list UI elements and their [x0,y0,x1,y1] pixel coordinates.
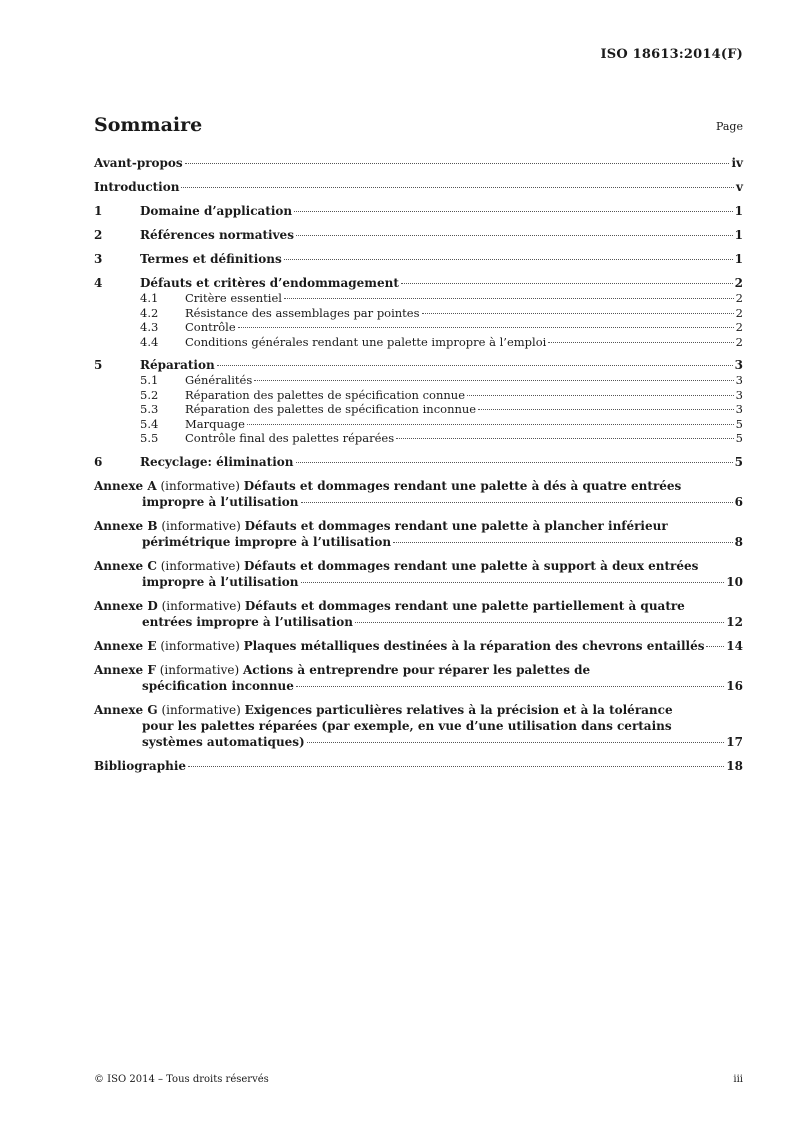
annex-title-line[interactable]: impropre à l’utilisation [142,574,299,589]
toc-row [94,155,743,171]
toc-entry-page: 16 [726,678,743,693]
toc-annex[interactable] [94,478,743,510]
annex-prefix: Annexe D [94,598,158,613]
annex-line [94,478,743,494]
section-number: 2 [94,228,103,242]
toc-entry-page: v [736,180,743,194]
annex-line [94,662,743,678]
subsection-number: 5.5 [140,431,159,445]
toc-row [94,454,743,470]
annex-title-line[interactable]: Actions à entreprendre pour réparer les palettes de [242,662,591,677]
toc-subsection[interactable] [94,402,743,417]
annex-title-line[interactable]: Défauts et dommages rendant une palette à support à deux entrées [243,558,699,573]
annex-title-line[interactable]: Défauts et dommages rendant une palette à dés à quatre entrées [243,478,682,493]
toc-entry-label[interactable]: Conditions générales rendant une palette impropre à l’emploi [185,334,547,349]
annex-prefix: Annexe C [94,558,157,573]
toc-annex[interactable] [94,598,743,630]
toc-entry-page: 2 [735,320,743,334]
annex-title-line[interactable]: impropre à l’utilisation [142,494,299,509]
annex-prefix: Annexe E [94,638,157,653]
annex-line [94,518,743,534]
toc-title: Sommaire [94,114,203,136]
annex-title-line[interactable]: pour les palettes réparées (par exemple, en vue d’une utilisation dans certains [142,718,672,733]
annex-kind: (informative) [161,702,241,717]
annex-title-line[interactable]: Exigences particulières relatives à la précision et à la tolérance [244,702,673,717]
annex-title-line[interactable]: Défauts et dommages rendant une palette partiellement à quatre [244,598,685,613]
toc-entry-page: 1 [734,204,743,218]
dot-leader [181,187,734,188]
dot-leader [185,163,730,164]
toc-entry-label[interactable]: Critère essentiel [185,291,282,305]
dot-leader [401,283,733,284]
toc-entry-label[interactable]: Réparation des palettes de spécification inconnue [185,402,477,416]
annex-prefix: Annexe B [94,518,158,533]
toc-entry-label[interactable]: Domaine d’application [140,204,293,218]
toc-entry-page: 8 [734,534,743,549]
subsection-number: 5.2 [140,387,159,402]
toc-subsection[interactable] [94,417,743,432]
toc-entry-label[interactable]: Résistance des assemblages par pointes [185,305,420,320]
annex-title-line[interactable]: périmétrique impropre à l’utilisation [142,534,392,549]
annex-line [94,702,743,718]
toc-subsection[interactable] [94,335,743,350]
toc-entry-page: 12 [726,614,743,629]
section-number: 6 [94,454,103,469]
annex-kind: (informative) [160,478,240,493]
dot-leader [301,502,733,503]
dot-leader [296,235,733,236]
toc-entry-page: 3 [734,358,743,372]
subsection-number: 5.1 [140,373,159,387]
toc-entry-label[interactable]: Marquage [185,416,245,431]
dot-leader [393,542,733,543]
dot-leader [284,298,734,299]
toc-entry-label[interactable]: Généralités [185,373,253,387]
toc-annex[interactable] [94,558,743,590]
annex-prefix: Annexe A [94,478,157,493]
annex-kind: (informative) [160,638,240,653]
annex-line [94,534,743,550]
annex-line [94,494,743,510]
toc-entry-page: 5 [735,431,743,445]
subsection-number: 5.3 [140,402,159,416]
subsection-number: 4.2 [140,305,159,320]
toc-entry-page: 10 [726,574,743,589]
dot-leader [217,365,733,366]
dot-leader [396,438,734,439]
annex-kind: (informative) [161,518,241,533]
toc-entry[interactable] [94,155,743,171]
toc-annex[interactable] [94,662,743,694]
toc-section[interactable] [94,227,743,243]
section-number: 1 [94,204,103,218]
dot-leader [706,646,724,647]
toc-entry-page: 17 [726,734,743,749]
toc-entry-label[interactable]: Bibliographie [94,758,187,773]
toc-row [94,179,743,195]
toc-entry-label[interactable]: Termes et définitions [140,252,282,266]
dot-leader [254,380,733,381]
annex-line [94,614,743,630]
dot-leader [467,395,734,396]
annex-title-line[interactable]: spécification inconnue [142,678,294,693]
dot-leader [188,766,724,767]
toc-entry-page: 5 [734,454,743,469]
toc-row [94,227,743,243]
toc-entry-page: 6 [734,494,743,509]
section-number: 4 [94,276,103,290]
dot-leader [355,622,724,623]
toc-row [94,251,743,267]
toc-subsection[interactable] [94,306,743,321]
subsection-number: 4.3 [140,320,159,334]
footer-copyright: © ISO 2014 – Tous droits réservés [94,1074,269,1085]
toc-entry-page: 1 [734,252,743,266]
dot-leader [478,409,734,410]
toc-entry-page: 14 [726,638,743,653]
dot-leader [422,313,734,314]
toc-row [94,275,743,291]
toc-entry-label[interactable]: Recyclage: élimination [140,454,294,469]
annex-kind: (informative) [159,662,240,677]
dot-leader [247,424,734,425]
annex-title-line[interactable]: Défauts et dommages rendant une palette à plancher inférieur [244,518,668,533]
annex-line [94,638,743,654]
subsection-number: 4.1 [140,291,159,305]
toc-entry-label[interactable]: Références normatives [140,228,294,242]
toc-entry-page: 2 [735,334,743,349]
dot-leader [296,462,733,463]
annex-kind: (informative) [160,558,241,573]
document-code: ISO 18613:2014(F) [600,47,743,62]
annex-title-line[interactable]: entrées impropre à l’utilisation [142,614,353,629]
dot-leader [238,327,734,328]
toc-entry-page: 3 [735,387,743,402]
page-column-label: Page [715,120,743,133]
toc-entry-label[interactable]: Réparation [140,358,215,372]
subsection-number: 4.4 [140,334,159,349]
toc-row [94,357,743,373]
toc-subsection[interactable] [94,388,743,403]
section-number: 3 [94,252,103,266]
toc-row [94,758,743,774]
table-of-contents [94,155,743,774]
dot-leader [294,211,733,212]
toc-subsection[interactable] [94,291,743,306]
toc-section[interactable] [94,203,743,219]
footer-page-number: iii [733,1074,743,1085]
toc-entry-page: 3 [735,402,743,416]
toc-entry-page: iv [731,156,743,170]
toc-entry-page: 3 [735,373,743,387]
dot-leader [307,742,725,743]
dot-leader [548,342,733,343]
toc-row [94,203,743,219]
dot-leader [301,582,725,583]
toc-annex[interactable] [94,702,743,750]
annex-line [94,718,743,734]
annex-kind: (informative) [161,598,242,613]
toc-subsection[interactable] [94,373,743,388]
toc-section[interactable] [94,251,743,267]
toc-entry-page: 5 [735,416,743,431]
toc-entry-page: 2 [734,276,743,290]
toc-entry-label[interactable]: Réparation des palettes de spécification connue [185,387,466,402]
dot-leader [296,686,724,687]
annex-line [94,558,743,574]
annex-title-line[interactable]: Plaques métalliques destinées à la réparation des chevrons entaillés [243,638,705,653]
toc-section[interactable] [94,357,743,446]
toc-subsection[interactable] [94,431,743,446]
annex-line [94,734,743,750]
section-number: 5 [94,358,103,372]
toc-entry-page: 2 [735,305,743,320]
annex-line [94,598,743,614]
dot-leader [284,259,733,260]
annex-line [94,678,743,694]
annex-prefix: Annexe F [94,662,156,677]
annex-prefix: Annexe G [94,702,158,717]
toc-annex[interactable] [94,518,743,550]
toc-section[interactable] [94,275,743,349]
toc-entry-label[interactable]: Contrôle [185,320,236,334]
subsection-number: 5.4 [140,416,159,431]
toc-entry[interactable] [94,179,743,195]
toc-entry-label[interactable]: Contrôle final des palettes réparées [185,431,395,445]
toc-annex[interactable] [94,638,743,654]
annex-line [94,574,743,590]
toc-entry-page: 1 [734,228,743,242]
toc-entry[interactable] [94,758,743,774]
annex-title-line[interactable]: systèmes automatiques) [142,734,305,749]
toc-entry-label[interactable]: Avant-propos [94,156,183,170]
toc-entry-page: 18 [726,758,743,773]
toc-entry-label[interactable]: Défauts et critères d’endommagement [140,276,399,290]
toc-entry-page: 2 [735,291,743,305]
toc-subsection[interactable] [94,320,743,335]
toc-entry-label[interactable]: Introduction [94,180,180,194]
toc-section[interactable] [94,454,743,470]
